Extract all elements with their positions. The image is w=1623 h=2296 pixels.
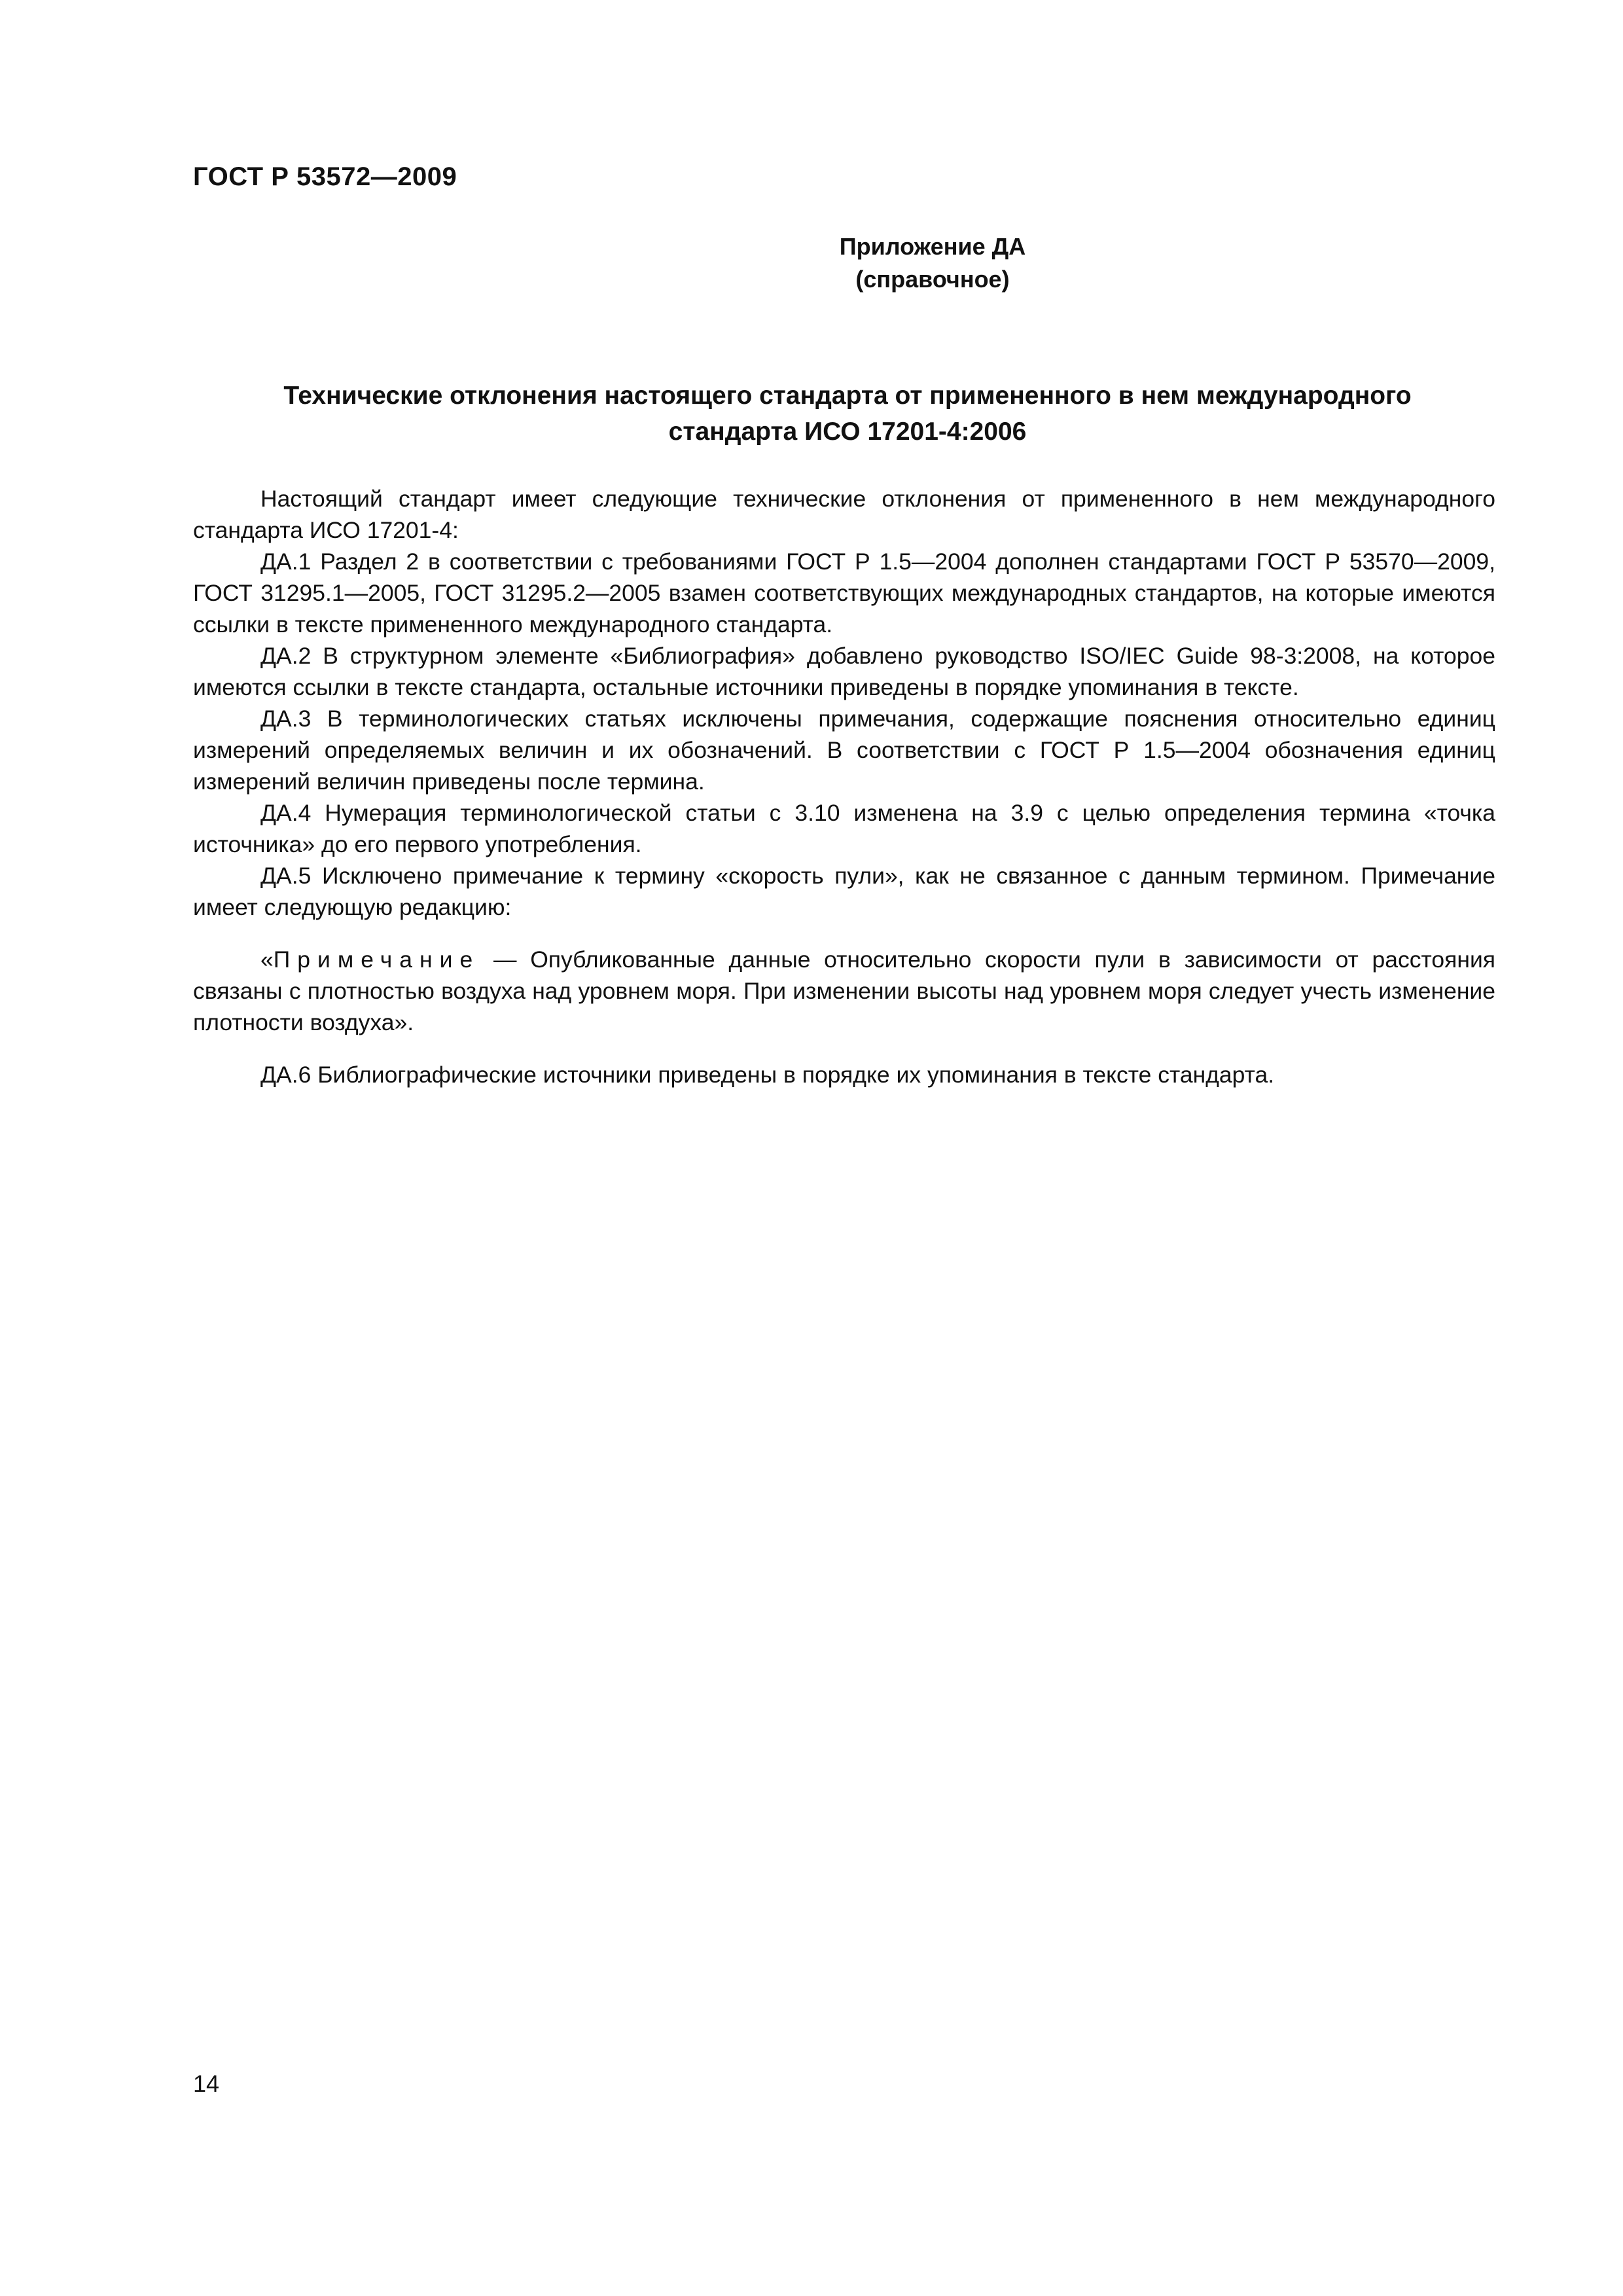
deviation-da1: ДА.1 Раздел 2 в соответствии с требованиями ГОСТ Р 1.5—2004 дополнен стандартами ГОСТ Р 53570—2009, ГОСТ 31295.1—2005, ГОСТ 31295.2—2005 взамен соответствующих международных стандартов, на которые имеются ссылки в тексте примененного международного стандарта. [193,548,1495,637]
deviation-da3: ДА.3 В терминологических статьях исключены примечания, содержащие пояснения относительно единиц измерений определяемых величин и их обозначений. В соответствии с ГОСТ Р 1.5—2004 обозначения единиц измерений величин приведены после термина. [193,706,1495,795]
intro-paragraph: Настоящий стандарт имеет следующие технические отклонения от примененного в нем международного стандарта ИСО 17201-4: [193,486,1495,543]
annex-title-line-2: стандарта ИСО 17201-4:2006 [668,418,1027,446]
deviation-da2: ДА.2 В структурном элементе «Библиография» добавлено руководство ISO/IEC Guide 98-3:2008, на которое имеются ссылки в тексте стандарта, остальные источники приведены в порядке упоминания в тексте. [193,643,1495,700]
note-label: Примечание [273,946,480,973]
standard-code-header: ГОСТ Р 53572—2009 [193,162,457,191]
quoted-note [193,944,1495,1038]
annex-label: Приложение ДА [839,233,1026,260]
annex-title-line-1: Технические отклонения настоящего стандарта от примененного в нем международного [283,382,1412,410]
page-number: 14 [193,2070,220,2097]
note-text: — Опубликованные данные относительно скорости пули в зависимости от расстояния связаны с плотностью воздуха над уровнем моря. При изменении высоты над уровнем моря следует учесть изменение плотности воздуха». [193,946,1495,1035]
annex-title [196,378,1499,450]
annex-kind: (справочное) [855,266,1010,293]
annex-body [193,483,1495,1090]
note-open-quote: « [260,946,274,973]
deviation-da6: ДА.6 Библиографические источники приведены в порядке их упоминания в тексте стандарта. [260,1062,1275,1088]
deviation-da5: ДА.5 Исключено примечание к термину «скорость пули», как не связанное с данным термином. Примечание имеет следующую редакцию: [193,863,1495,920]
deviation-da4: ДА.4 Нумерация терминологической статьи с 3.10 изменена на 3.9 с целью определения термина «точка источника» до его первого употребления. [193,800,1495,857]
annex-label-block [0,230,1623,296]
